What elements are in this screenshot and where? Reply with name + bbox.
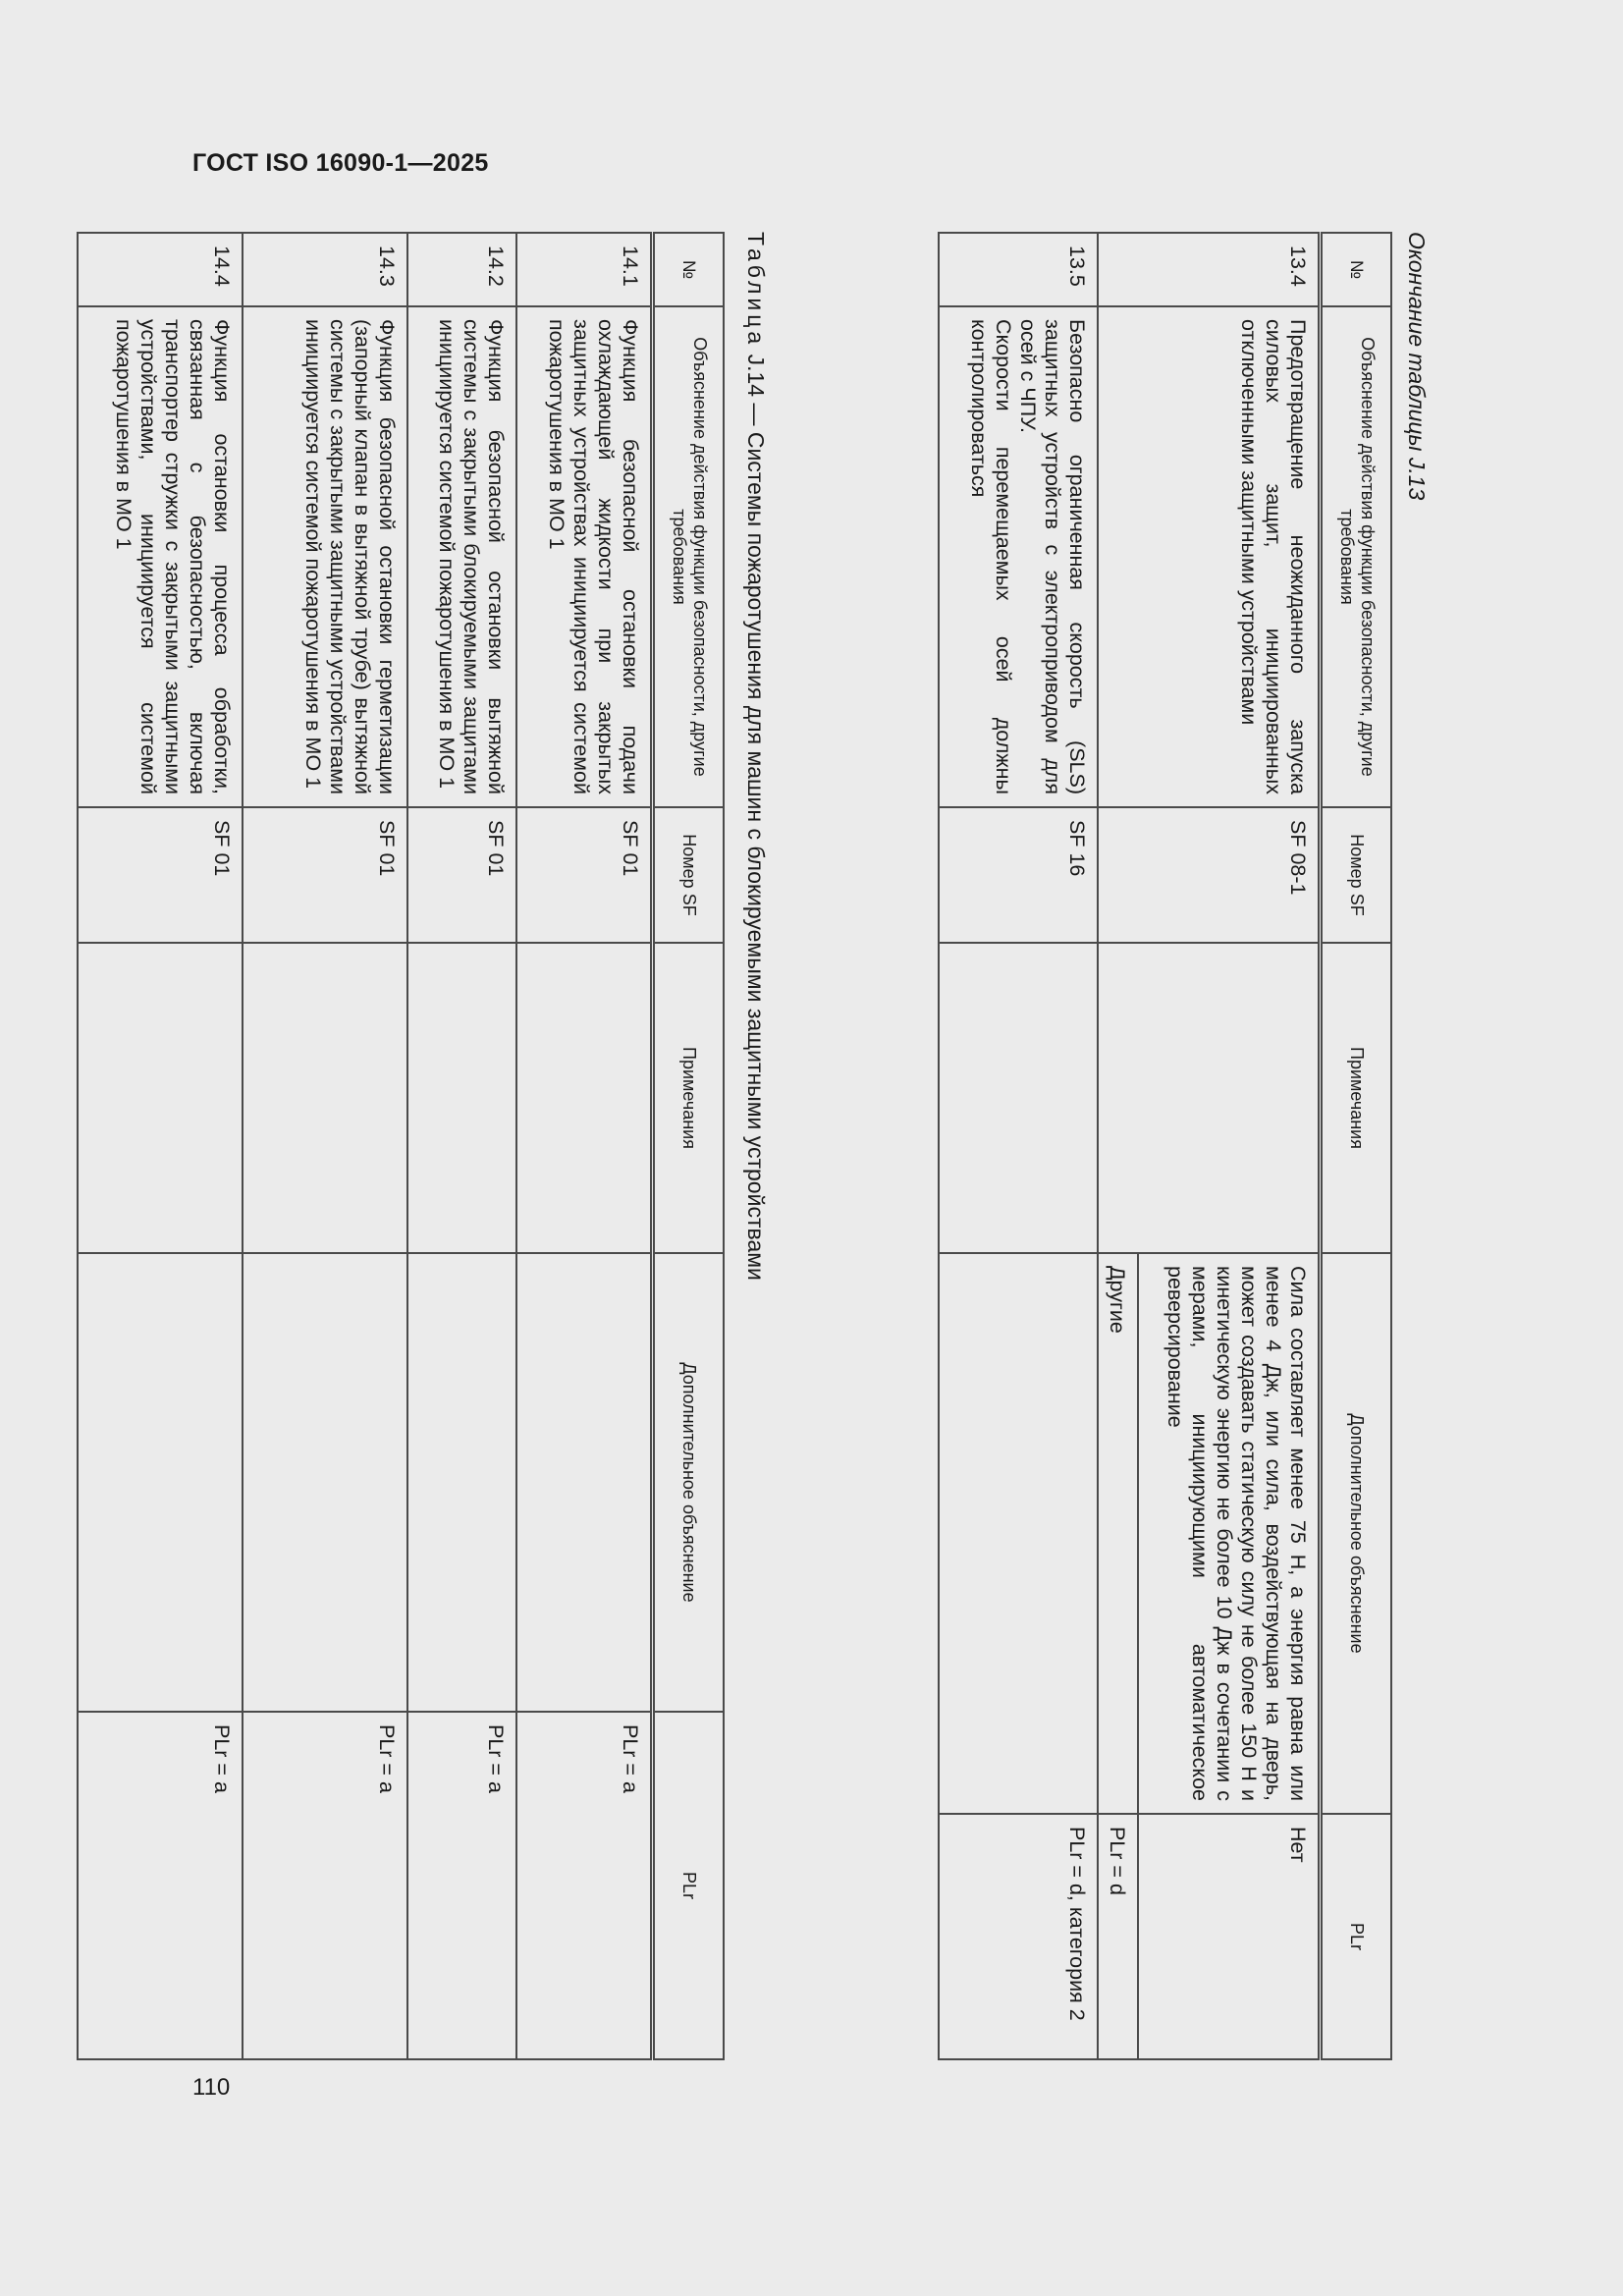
cell-plr: PLr = a: [243, 1712, 407, 2059]
cell-explanation: Функция остановки процесса обработки, связанная с безопасностью, включая транспортер стружки с закрытыми защитными устройствами, инициируется системой пожаротушения в МО 1: [78, 306, 243, 807]
cell-notes: [516, 943, 653, 1253]
cell-explanation: Функция безопасной остановки герметизации (запорный клапан в вытяжной трубе) вытяжной системы с закрытыми защитными устройствами инициируется системой пожаротушения в МО 1: [243, 306, 407, 807]
cell-no: 14.1: [516, 233, 653, 306]
table-row: [939, 233, 1098, 2059]
header-no: №: [1321, 233, 1391, 306]
cell-no: 14.2: [407, 233, 516, 306]
cell-additional: [516, 1253, 653, 1712]
header-additional: Дополнительное объяснение: [653, 1253, 724, 1712]
cell-additional: Другие: [1098, 1253, 1138, 1814]
header-sf-number: Номер SF: [1321, 807, 1391, 943]
cell-notes: [243, 943, 407, 1253]
table-j14-header-row: [653, 233, 724, 2059]
table-j13: [938, 232, 1392, 2060]
cell-additional: [243, 1253, 407, 1712]
table-j13-continuation-caption: Окончание таблицы J.13: [1404, 232, 1430, 501]
document-code: ГОСТ ISO 16090-1—2025: [192, 149, 489, 177]
table-row: [516, 233, 653, 2059]
header-no: №: [653, 233, 724, 306]
cell-additional: Сила составляет менее 75 Н, а энергия равна или менее 4 Дж, или сила, воздействующая на дверь, может создавать статическую силу не более 150 Н и кинетическую энергию не более 10 Дж в сочетании с мерами, инициирующими автоматическое реверсирование: [1138, 1253, 1321, 1814]
cell-no: 13.5: [939, 233, 1098, 306]
cell-notes: [407, 943, 516, 1253]
header-plr: PLr: [653, 1712, 724, 2059]
header-additional: Дополнительное объяснение: [1321, 1253, 1391, 1814]
cell-notes: [939, 943, 1098, 1253]
header-sf-number: Номер SF: [653, 807, 724, 943]
cell-explanation: [939, 306, 1098, 807]
cell-additional: [78, 1253, 243, 1712]
cell-no: 14.4: [78, 233, 243, 306]
cell-sf-number: SF 01: [78, 807, 243, 943]
cell-explanation: Предотвращение неожиданного запуска силовых защит, инициированных отключенными защитными устройствами: [1098, 306, 1321, 807]
cell-additional: [939, 1253, 1098, 1814]
cell-plr: PLr = a: [78, 1712, 243, 2059]
cell-explanation: Функция безопасной остановки вытяжной системы с закрытыми блокируемыми защитами инициируется системой пожаротушения в МО 1: [407, 306, 516, 807]
cell-plr: PLr = a: [407, 1712, 516, 2059]
cell-sf-number: SF 01: [407, 807, 516, 943]
table-j14-caption: [742, 232, 769, 1281]
header-explanation: Объяснение действия функции безопасности, другие требования: [653, 306, 724, 807]
cell-plr: PLr = a: [516, 1712, 653, 2059]
header-notes: Примечания: [653, 943, 724, 1253]
caption-label: Таблица: [743, 232, 769, 349]
cell-sf-number: SF 01: [516, 807, 653, 943]
table-j13-header-row: [1321, 233, 1391, 2059]
cell-notes: [1098, 943, 1321, 1253]
explanation-line: Безопасно ограниченная скорость (SLS) защитных устройств с электроприводом для осей с ЧПУ.: [1016, 319, 1089, 794]
page-number: 110: [192, 2074, 231, 2101]
table-row: [1138, 233, 1321, 2059]
rotated-page-content: [112, 232, 1434, 2058]
table-row: [407, 233, 516, 2059]
cell-explanation: Функция безопасной остановки подачи охлаждающей жидкости при закрытых защитных устройствах инициируется системой пожаротушения в МО 1: [516, 306, 653, 807]
cell-notes: [78, 943, 243, 1253]
cell-sf-number: SF 01: [243, 807, 407, 943]
table-row: [243, 233, 407, 2059]
cell-no: 14.3: [243, 233, 407, 306]
cell-sf-number: SF 08-1: [1098, 807, 1321, 943]
table-row: [78, 233, 243, 2059]
header-plr: PLr: [1321, 1814, 1391, 2059]
cell-plr: Нет: [1138, 1814, 1321, 2059]
header-explanation: Объяснение действия функции безопасности, другие требования: [1321, 306, 1391, 807]
cell-plr: PLr = d, категория 2: [939, 1814, 1098, 2059]
header-notes: Примечания: [1321, 943, 1391, 1253]
caption-text: J.14 — Системы пожаротушения для машин с блокируемыми защитными устройствами: [743, 354, 769, 1281]
cell-sf-number: SF 16: [939, 807, 1098, 943]
cell-no: 13.4: [1098, 233, 1321, 306]
cell-additional: [407, 1253, 516, 1712]
explanation-line: Скорости перемещаемых осей должны контролироваться: [967, 319, 1015, 794]
cell-plr: PLr = d: [1098, 1814, 1138, 2059]
table-j14: [77, 232, 725, 2060]
